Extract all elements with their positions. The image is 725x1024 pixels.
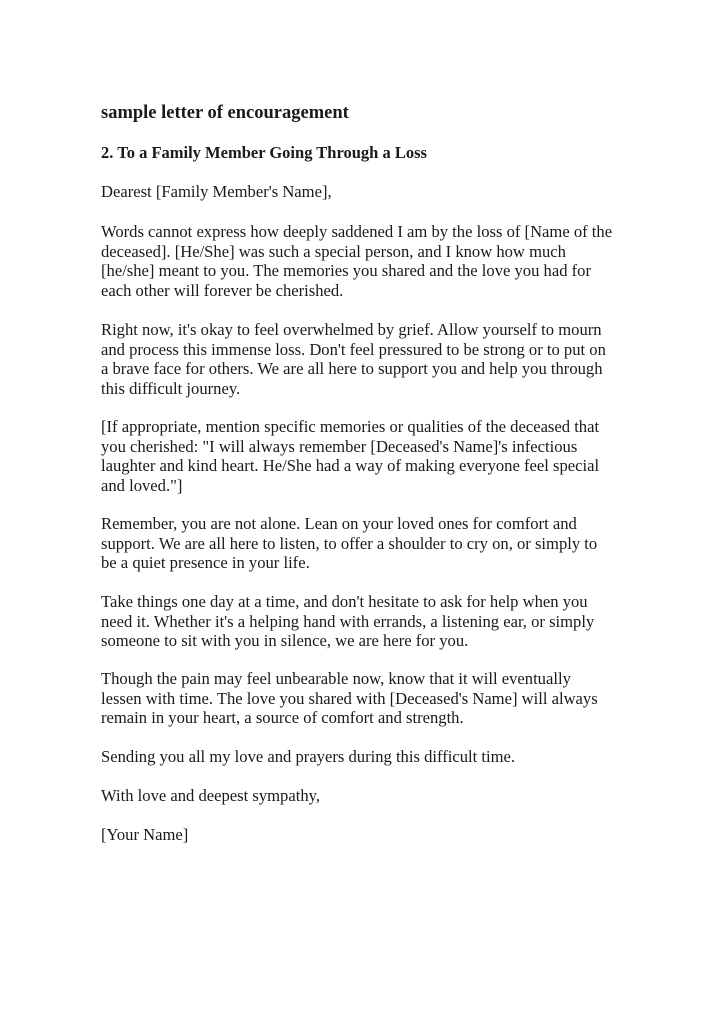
paragraph-line: lessen with time. The love you shared with [Deceased's Name] will always [101,688,598,708]
paragraph-line: need it. Whether it's a helping hand with errands, a listening ear, or simply [101,611,595,631]
signature [101,825,188,845]
paragraph-one-day [101,592,594,651]
paragraph-line: remain in your heart, a source of comfort and strength. [101,708,464,728]
paragraph-line: Though the pain may feel unbearable now, know that it will eventually [101,669,571,688]
paragraph-line: this difficult journey. [101,378,241,398]
paragraph-line: and process this immense loss. Don't feel pressured to be strong or to put on [101,339,606,359]
paragraph-grief [101,320,606,398]
paragraph-line: Sending you all my love and prayers during this difficult time. [101,747,516,766]
paragraph-line: support. We are all here to listen, to offer a shoulder to cry on, or simply to [101,533,598,553]
salutation-text: Dearest [Family Member's Name], [101,182,332,201]
document-title: sample letter of encouragement [101,103,349,123]
paragraph-line: Words cannot express how deeply saddened I am by the loss of [Name of the [101,222,613,241]
paragraph-not-alone [101,514,597,573]
paragraph-line: a brave face for others. We are all here to support you and help you through [101,359,603,379]
paragraph-memories [101,417,599,495]
paragraph-line: Take things one day at a time, and don't hesitate to ask for help when you [101,592,588,611]
paragraph-sending-love [101,747,515,767]
paragraph-pain [101,669,598,728]
paragraph-line: and loved."] [101,475,183,495]
paragraph-line: you cherished: "I will always remember [Deceased's Name]'s infectious [101,436,578,456]
paragraph-line: [If appropriate, mention specific memories or qualities of the deceased that [101,417,600,436]
salutation [101,182,332,202]
section-heading: 2. To a Family Member Going Through a Loss [101,143,427,162]
paragraph-line: Remember, you are not alone. Lean on your loved ones for comfort and [101,514,577,533]
paragraph-condolence [101,222,612,300]
paragraph-line: each other will forever be cherished. [101,280,344,300]
signature-text: [Your Name] [101,825,189,844]
closing-text: With love and deepest sympathy, [101,786,320,805]
paragraph-line: be a quiet presence in your life. [101,553,310,573]
paragraph-line: laughter and kind heart. He/She had a way of making everyone feel special [101,456,600,476]
paragraph-line: someone to sit with you in silence, we are here for you. [101,631,469,651]
closing [101,786,320,806]
paragraph-line: Right now, it's okay to feel overwhelmed by grief. Allow yourself to mourn [101,320,602,339]
paragraph-line: deceased]. [He/She] was such a special person, and I know how much [101,241,566,261]
paragraph-line: [he/she] meant to you. The memories you shared and the love you had for [101,261,591,281]
